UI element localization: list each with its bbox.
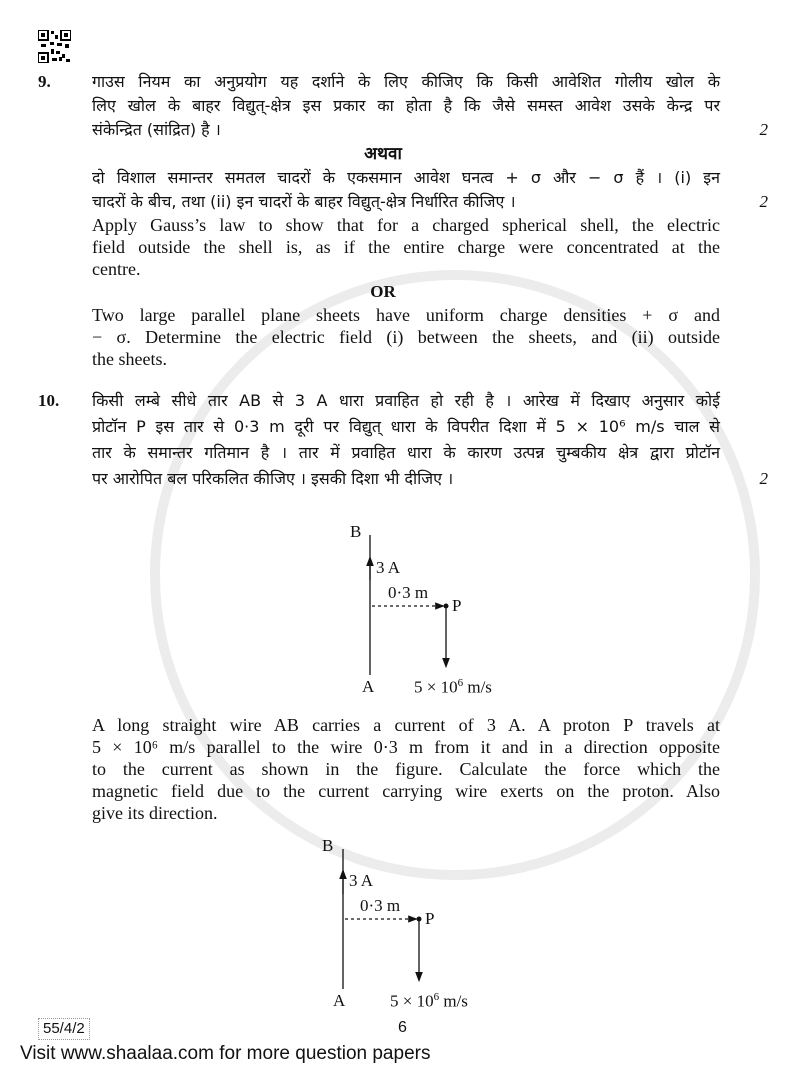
page-number: 6	[398, 1019, 407, 1036]
label-distance: 0·3 m	[360, 896, 401, 915]
q9-english-alt-line: Two large parallel plane sheets have uniform charge densities + σ and	[92, 305, 720, 325]
label-a: A	[333, 991, 346, 1010]
label-a: A	[362, 677, 375, 696]
label-proton: P	[452, 596, 462, 615]
label-current: 3 A	[376, 558, 401, 577]
q10-english-line: A long straight wire AB carries a current of 3 A. A proton P travels at	[92, 715, 720, 735]
marks: 2	[759, 469, 768, 488]
q10-english-line: magnetic field due to the current carrying wire exerts on the proton. Also	[92, 781, 720, 801]
label-speed: $5 \times 10^6$ m/s	[390, 991, 468, 1011]
q9-english-alt-line: the sheets.	[92, 349, 167, 369]
label-b: B	[322, 836, 334, 855]
label-current: 3 A	[349, 871, 374, 890]
q10-hindi-line: पर आरोपित बल परिकलित कीजिए । इसकी दिशा भी दीजिए ।	[92, 469, 454, 488]
q10-english-line: to the current as shown in the figure. Calculate the force which the	[92, 759, 720, 779]
marks: 2	[759, 192, 768, 211]
visit-banner[interactable]: Visit www.shaalaa.com for more question papers	[20, 1043, 431, 1064]
q9-english-line: field outside the shell is, as if the entire charge were concentrated at the	[92, 237, 720, 257]
q9-english-line: Apply Gauss’s law to show that for a charged spherical shell, the electric	[92, 215, 720, 235]
question-number: 9.	[38, 72, 51, 91]
marks: 2	[759, 120, 768, 139]
figure-2	[38, 834, 768, 1014]
question-10	[38, 388, 768, 1014]
q10-english-line: give its direction.	[92, 803, 218, 823]
label-b: B	[350, 522, 362, 541]
q10-hindi-line: प्रोटॉन P इस तार से 0·3 m दूरी पर विद्युत् धारा के विपरीत दिशा में 5 × 10⁶ m/s चाल से	[92, 417, 720, 436]
or-heading-hindi: अथवा	[364, 144, 402, 164]
q9-english-line: centre.	[92, 259, 141, 279]
q9-hindi-line: गाउस नियम का अनुप्रयोग यह दर्शाने के लिए कीजिए कि किसी आवेशित गोलीय खोल के	[92, 72, 720, 91]
label-distance: 0·3 m	[388, 583, 429, 602]
q9-hindi-line: लिए खोल के बाहर विद्युत्-क्षेत्र इस प्रकार का होता है कि जैसे समस्त आवेश उसके केन्द्र पर	[92, 96, 720, 115]
or-heading-english: OR	[370, 282, 396, 301]
wire-diagram-lines	[0, 520, 800, 700]
label-proton: P	[425, 909, 435, 928]
q10-english-line: 5 × 10⁶ m/s parallel to the wire 0·3 m from it and in a direction opposite	[92, 737, 720, 757]
footer	[38, 1018, 768, 1042]
q9-hindi-line: संकेन्द्रित (सांद्रित) है ।	[92, 120, 221, 139]
q9-english-alt-line: − σ. Determine the electric field (i) between the sheets, and (ii) outside	[92, 327, 720, 347]
paper-code: 55/4/2	[38, 1018, 90, 1040]
q10-hindi-line: तार के समान्तर गतिमान है । तार में प्रवाहित धारा के कारण उत्पन्न चुम्बकीय क्षेत्र द्वारा प्रोटॉन	[92, 443, 720, 462]
q9-hindi-alt-line: चादरों के बीच, तथा (ii) इन चादरों के बाहर विद्युत्-क्षेत्र निर्धारित कीजिए ।	[92, 192, 516, 211]
question-9	[38, 70, 768, 370]
figure-1	[38, 520, 768, 700]
question-number: 10.	[38, 391, 60, 410]
q10-hindi-line: किसी लम्बे सीधे तार AB से 3 A धारा प्रवाहित हो रही है । आरेख में दिखाए अनुसार कोई	[92, 391, 720, 410]
label-speed: $5 \times 10^6$ m/s	[414, 677, 492, 697]
q9-hindi-alt-line: दो विशाल समान्तर समतल चादरों के एकसमान आवेश घनत्व + σ और − σ हैं । (i) इन	[92, 168, 720, 187]
